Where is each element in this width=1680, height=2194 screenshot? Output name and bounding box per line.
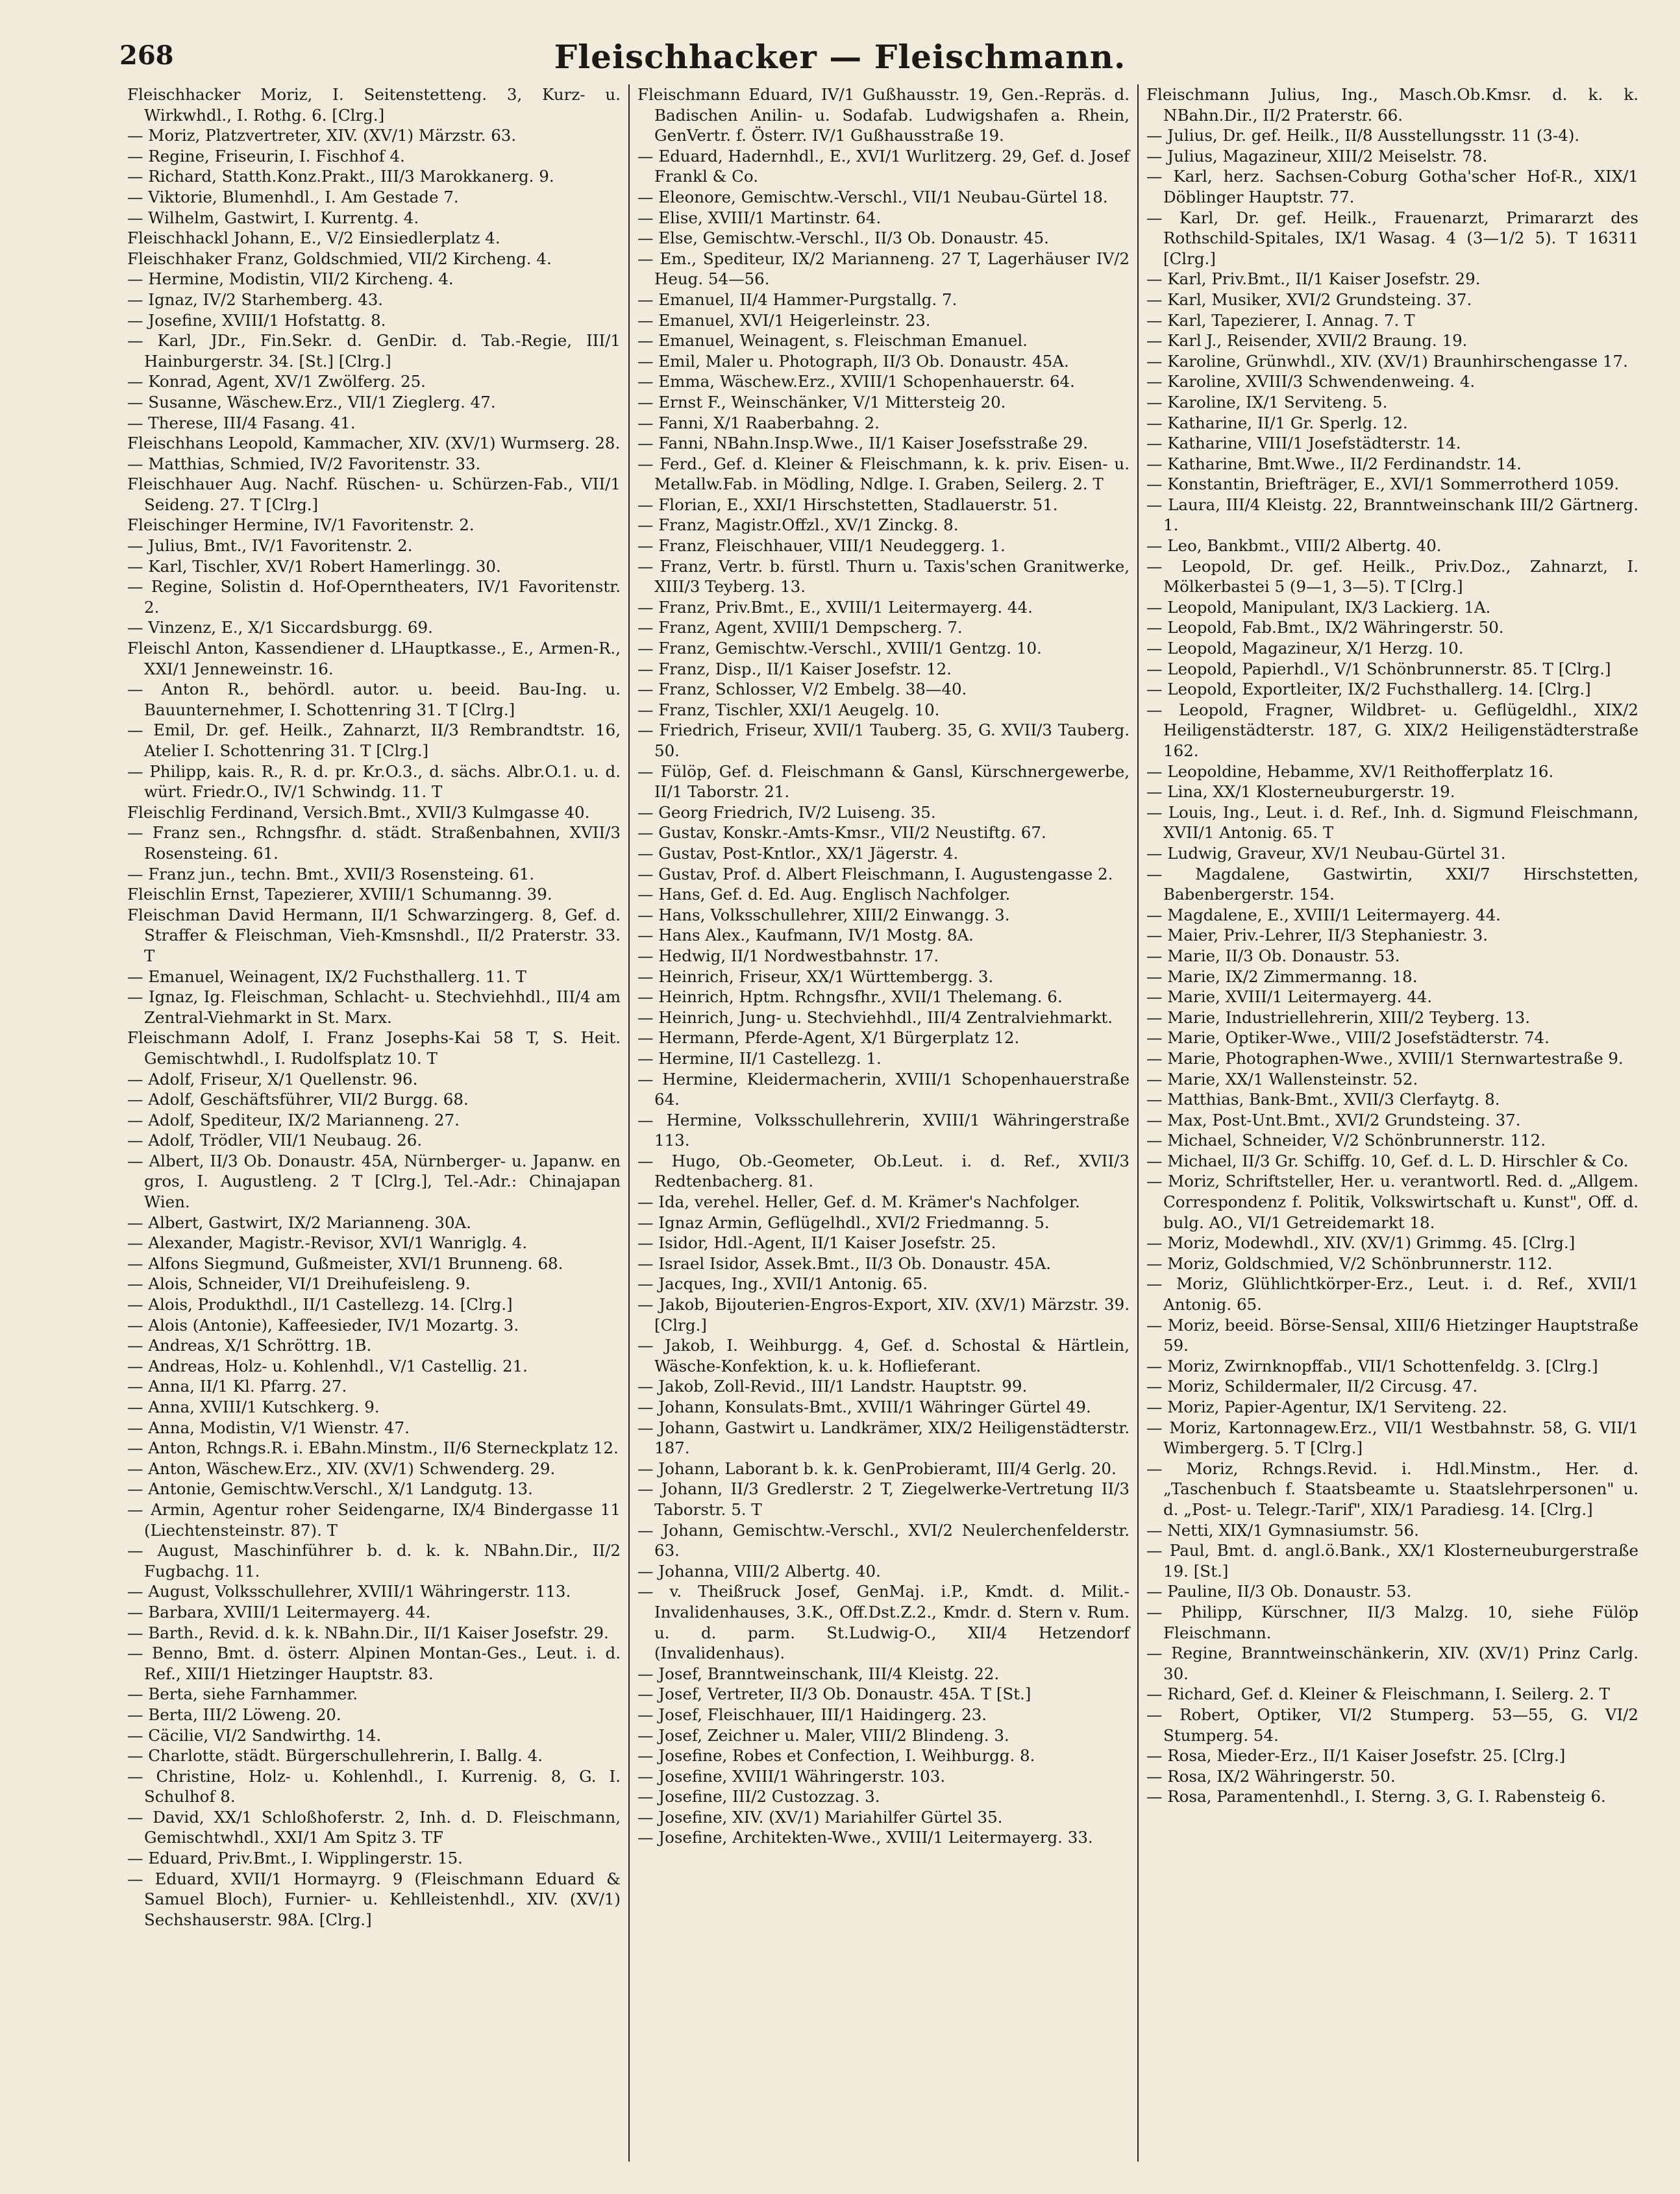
directory-entry: — Julius, Magazineur, XIII/2 Meiselstr. 78. [1146, 146, 1488, 166]
directory-entry: — Emanuel, XVI/1 Heigerleinstr. 23. [637, 310, 931, 330]
directory-entry: — Karoline, Grünwhdl., XIV. (XV/1) Braunhirschengasse 17. [1146, 351, 1628, 371]
directory-entry: Fleischhans Leopold, Kammacher, XIV. (XV/1) Wurmserg. 28. [127, 434, 621, 453]
directory-entry: — Leopold, Papierhdl., V/1 Schönbrunnerstr. 85. T [Clrg.] [1146, 659, 1611, 678]
directory-entry: — August, Maschinführer b. d. k. k. NBahn.Dir., II/2 Fugbachg. 11. [127, 1541, 621, 1581]
directory-entry: — Franz jun., techn. Bmt., XVII/3 Rosensteing. 61. [127, 864, 535, 883]
directory-entry: — Adolf, Trödler, VII/1 Neubaug. 26. [127, 1131, 423, 1150]
directory-entry: — Eduard, XVII/1 Hormayrg. 9 (Fleischmann Eduard & Samuel Bloch), Furnier- u. Kehlleistenhdl., XIV. (XV/1) Sechshauserstr. 98A. [Clrg.] [127, 1869, 621, 1929]
directory-entry: — Rosa, IX/2 Währingerstr. 50. [1146, 1766, 1396, 1786]
directory-entry: — Ida, verehel. Heller, Gef. d. M. Krämer's Nachfolger. [637, 1192, 1080, 1212]
directory-entry: — Josef, Branntweinschank, III/4 Kleistg. 22. [637, 1664, 1000, 1683]
directory-entry: — Moriz, Platzvertreter, XIV. (XV/1) Märzstr. 63. [127, 126, 517, 145]
directory-entry: — Eduard, Hadernhdl., E., XVI/1 Wurlitzerg. 29, Gef. d. Josef Frankl & Co. [637, 146, 1130, 186]
directory-entry: Fleischhaker Franz, Goldschmied, VII/2 Kircheng. 4. [127, 249, 552, 268]
directory-entry: — Franz, Vertr. b. fürstl. Thurn u. Taxis'schen Granitwerke, XIII/3 Teyberg. 13. [637, 556, 1130, 597]
directory-entry: — Paul, Bmt. d. angl.ö.Bank., XX/1 Klosterneuburgerstraße 19. [St.] [1146, 1541, 1638, 1581]
directory-entry: — Josefine, Robes et Confection, I. Weihburgg. 8. [637, 1746, 1035, 1766]
directory-entry: — Karoline, IX/1 Serviteng. 5. [1146, 392, 1388, 412]
directory-entry: — Friedrich, Friseur, XVII/1 Tauberg. 35, G. XVII/3 Tauberg. 50. [637, 721, 1130, 760]
directory-entry: — Josefine, Architekten-Wwe., XVIII/1 Leitermayerg. 33. [637, 1828, 1093, 1847]
directory-entry: Fleischl Anton, Kassendiener d. LHauptkasse., E., Armen-R., XXI/1 Jenneweinstr. 16. [127, 639, 621, 678]
directory-entry: — Franz, Schlosser, V/2 Embelg. 38—40. [637, 680, 967, 699]
directory-entry: — Magdalene, E., XVIII/1 Leitermayerg. 44. [1146, 905, 1501, 924]
directory-entry: — Louis, Ing., Leut. i. d. Ref., Inh. d. Sigmund Fleischmann, XVII/1 Antonig. 65. T [1146, 802, 1638, 843]
directory-entry: — Jakob, I. Weihburgg. 4, Gef. d. Schostal & Härtlein, Wäsche-Konfektion, k. u. k. Hoflieferant. [637, 1336, 1130, 1375]
directory-entry: — Karl, Tapezierer, I. Annag. 7. T [1146, 310, 1415, 330]
directory-entry: — Laura, III/4 Kleistg. 22, Branntweinschank III/2 Gärtnerg. 1. [1146, 495, 1638, 535]
columns [119, 84, 1651, 2162]
directory-entry: — Emanuel, II/4 Hammer-Purgstallg. 7. [637, 290, 957, 309]
directory-entry: — Robert, Optiker, VI/2 Stumperg. 53—55, G. VI/2 Stumperg. 54. [1146, 1705, 1638, 1745]
directory-entry: — Leopoldine, Hebamme, XV/1 Reithofferplatz 16. [1146, 761, 1554, 781]
directory-entry: — August, Volksschullehrer, XVIII/1 Währingerstr. 113. [127, 1582, 571, 1601]
directory-entry: — Andreas, Holz- u. Kohlenhdl., V/1 Castellig. 21. [127, 1356, 528, 1375]
directory-entry: — Franz sen., Rchngsfhr. d. städt. Straßenbahnen, XVII/3 Rosensteing. 61. [127, 823, 621, 863]
directory-entry: — Marie, Industriellehrerin, XIII/2 Teyberg. 13. [1146, 1007, 1531, 1027]
directory-entry: — Em., Spediteur, IX/2 Marianneng. 27 T, Lagerhäuser IV/2 Heug. 54—56. [637, 249, 1130, 289]
directory-entry: — Johann, II/3 Gredlerstr. 2 T, Ziegelwerke-Vertretung II/3 Taborstr. 5. T [637, 1479, 1130, 1519]
directory-entry: Fleischlig Ferdinand, Versich.Bmt., XVII/3 Kulmgasse 40. [127, 802, 590, 822]
directory-entry: — Susanne, Wäschew.Erz., VII/1 Zieglerg. 47. [127, 392, 496, 412]
directory-entry: — Ignaz Armin, Geflügelhdl., XVI/2 Friedmanng. 5. [637, 1213, 1050, 1232]
directory-entry: — Anna, Modistin, V/1 Wienstr. 47. [127, 1418, 410, 1437]
directory-entry: — Michael, II/3 Gr. Schiffg. 10, Gef. d. L. D. Hirschler & Co. [1146, 1151, 1629, 1170]
directory-entry: — Jakob, Bijouterien-Engros-Export, XIV. (XV/1) Märzstr. 39. [Clrg.] [637, 1295, 1130, 1335]
directory-entry: — Berta, siehe Farnhammer. [127, 1684, 358, 1704]
directory-entry: — Adolf, Spediteur, IX/2 Marianneng. 27. [127, 1110, 460, 1129]
page-number: 268 [119, 40, 174, 71]
directory-entry: — Anna, II/1 Kl. Pfarrg. 27. [127, 1377, 347, 1396]
directory-entry: — Philipp, Kürschner, II/3 Malzg. 10, siehe Fülöp Fleischmann. [1146, 1602, 1638, 1642]
directory-entry: — Gustav, Konskr.-Amts-Kmsr., VII/2 Neustiftg. 67. [637, 823, 1046, 843]
directory-entry: — Emil, Dr. gef. Heilk., Zahnarzt, II/3 Rembrandtstr. 16, Atelier I. Schottenring 31. T [Clrg.] [127, 721, 621, 760]
directory-entry: — Elise, XVIII/1 Martinstr. 64. [637, 208, 882, 227]
directory-entry: — Leopold, Dr. gef. Heilk., Priv.Doz., Zahnarzt, I. Mölkerbastei 5 (9—1, 3—5). T [Clrg.] [1146, 556, 1638, 597]
directory-entry: — Leopold, Fab.Bmt., IX/2 Währingerstr. 50. [1146, 618, 1504, 637]
directory-entry: — Katharine, II/1 Gr. Sperlg. 12. [1146, 413, 1408, 432]
directory-entry: — Marie, Optiker-Wwe., VIII/2 Josefstädterstr. 74. [1146, 1028, 1550, 1048]
directory-entry: — Johann, Konsulats-Bmt., XVIII/1 Währinger Gürtel 49. [637, 1398, 1091, 1416]
directory-entry: — Alois, Produkthdl., II/1 Castellezg. 14. [Clrg.] [127, 1295, 513, 1314]
directory-entry: — Philipp, kais. R., R. d. pr. Kr.O.3., d. sächs. Albr.O.1. u. d. würt. Friedr.O., IV/1 Schwindg. 11. T [127, 761, 621, 802]
directory-entry: — Christine, Holz- u. Kohlenhdl., I. Kurrenig. 8, G. I. Schulhof 8. [127, 1766, 621, 1806]
directory-entry: — Moriz, Modewhdl., XIV. (XV/1) Grimmg. 45. [Clrg.] [1146, 1233, 1575, 1253]
directory-entry: — Adolf, Geschäftsführer, VII/2 Burgg. 68. [127, 1090, 469, 1109]
directory-entry: — Hedwig, II/1 Nordwestbahnstr. 17. [637, 946, 939, 965]
directory-entry: — Hugo, Ob.-Geometer, Ob.Leut. i. d. Ref., XVII/3 Redtenbacherg. 81. [637, 1151, 1130, 1191]
directory-entry: — Emanuel, Weinagent, IX/2 Fuchsthallerg. 11. T [127, 967, 526, 986]
directory-entry: — Barbara, XVIII/1 Leitermayerg. 44. [127, 1602, 431, 1621]
directory-entry: — Alois, Schneider, VI/1 Dreihufeisleng. 9. [127, 1274, 471, 1294]
directory-entry: Fleischinger Hermine, IV/1 Favoritenstr. 2. [127, 515, 475, 535]
directory-entry: — Ignaz, Ig. Fleischman, Schlacht- u. Stechviehhdl., III/4 am Zentral-Viehmarkt in St. Marx. [127, 987, 621, 1027]
directory-entry: — Franz, Agent, XVIII/1 Dempscherg. 7. [637, 618, 963, 637]
directory-entry: — Anna, XVIII/1 Kutschkerg. 9. [127, 1398, 380, 1416]
directory-entry: Fleischhacker Moriz, I. Seitenstetteng. 3, Kurz- u. Wirkwhdl., I. Rothg. 6. [Clrg.] [127, 85, 621, 125]
directory-entry: — Else, Gemischtw.-Verschl., II/3 Ob. Donaustr. 45. [637, 228, 1049, 248]
directory-entry: — Andreas, X/1 Schröttrg. 1B. [127, 1336, 372, 1355]
directory-entry: — Richard, Statth.Konz.Prakt., III/3 Marokkanerg. 9. [127, 167, 554, 186]
directory-entry: — Matthias, Bank-Bmt., XVII/3 Clerfaytg. 8. [1146, 1090, 1500, 1109]
directory-entry: — Rosa, Mieder-Erz., II/1 Kaiser Josefstr. 25. [Clrg.] [1146, 1746, 1566, 1766]
directory-entry: — Marie, IX/2 Zimmermanng. 18. [1146, 967, 1418, 986]
directory-entry: — Anton R., behördl. autor. u. beeid. Bau-Ing. u. Bauunternehmer, I. Schottenring 31. T [Clrg.] [127, 680, 621, 719]
directory-entry: — Viktorie, Blumenhdl., I. Am Gestade 7. [127, 187, 459, 206]
column-2 [628, 84, 1137, 2162]
directory-entry: — Netti, XIX/1 Gymnasiumstr. 56. [1146, 1520, 1419, 1540]
directory-entry: — Hermine, II/1 Castellezg. 1. [637, 1048, 882, 1068]
directory-entry: — Johann, Gemischtw.-Verschl., XVI/2 Neulerchenfelderstr. 63. [637, 1520, 1130, 1560]
directory-entry: Fleischhackl Johann, E., V/2 Einsiedlerplatz 4. [127, 228, 500, 248]
directory-entry: — Johann, Gastwirt u. Landkrämer, XIX/2 Heiligenstädterstr. 187. [637, 1418, 1130, 1458]
directory-entry: — Rosa, Paramentenhdl., I. Sterng. 3, G. I. Rabensteig 6. [1146, 1787, 1606, 1806]
directory-entry: — Heinrich, Jung- u. Stechviehhdl., III/4 Zentralviehmarkt. [637, 1007, 1113, 1027]
directory-entry: — Berta, III/2 Löweng. 20. [127, 1705, 341, 1724]
directory-entry: — Franz, Priv.Bmt., E., XVIII/1 Leitermayerg. 44. [637, 597, 1033, 617]
directory-entry: — Charlotte, städt. Bürgerschullehrerin, I. Ballg. 4. [127, 1746, 543, 1766]
directory-entry: — Hermine, Modistin, VII/2 Kircheng. 4. [127, 269, 454, 289]
directory-entry: — Leopold, Exportleiter, IX/2 Fuchsthallerg. 14. [Clrg.] [1146, 680, 1591, 699]
directory-entry: — Magdalene, Gastwirtin, XXI/7 Hirschstetten, Babenbergerstr. 154. [1146, 864, 1638, 904]
directory-entry: — Leopold, Fragner, Wildbret- u. Geflügeldhl., XIX/2 Heiligenstädterstr. 187, G. XIX/2 Heiligenstädterstraße 162. [1146, 700, 1638, 760]
directory-entry: — Karl, herz. Sachsen-Coburg Gotha'scher Hof-R., XIX/1 Döblinger Hauptstr. 77. [1146, 167, 1638, 206]
directory-entry: — Maier, Priv.-Lehrer, II/3 Stephaniestr. 3. [1146, 926, 1488, 945]
directory-entry: — Alexander, Magistr.-Revisor, XVI/1 Wanriglg. 4. [127, 1233, 528, 1253]
directory-entry: — Franz, Disp., II/1 Kaiser Josefstr. 12. [637, 659, 952, 678]
directory-entry: — Moriz, Schriftsteller, Her. u. verantwortl. Red. d. „Allgem. Correspondenz f. Politik, Volkswirtschaft u. Kunst", Off. d. bulg. AO., VI/1 Getreidemarkt 18. [1146, 1172, 1638, 1232]
directory-entry: — Leo, Bankbmt., VIII/2 Albertg. 40. [1146, 536, 1442, 556]
directory-entry: — Ludwig, Graveur, XV/1 Neubau-Gürtel 31. [1146, 843, 1506, 863]
directory-entry: — Konrad, Agent, XV/1 Zwölferg. 25. [127, 372, 426, 391]
directory-entry: — Jacques, Ing., XVII/1 Antonig. 65. [637, 1274, 928, 1294]
directory-entry: — Wilhelm, Gastwirt, I. Kurrentg. 4. [127, 208, 419, 227]
directory-entry: — Hans Alex., Kaufmann, IV/1 Mostg. 8A. [637, 926, 974, 945]
directory-entry: — Hermine, Volksschullehrerin, XVIII/1 Währingerstraße 113. [637, 1110, 1130, 1150]
directory-entry: — Josef, Fleischhauer, III/1 Haidingerg. 23. [637, 1705, 987, 1724]
directory-entry: Fleischmann Julius, Ing., Masch.Ob.Kmsr. d. k. k. NBahn.Dir., II/2 Praterstr. 66. [1146, 85, 1638, 125]
directory-entry: — Moriz, Goldschmied, V/2 Schönbrunnerstr. 112. [1146, 1253, 1553, 1273]
directory-entry: — Josefine, XVIII/1 Hofstattg. 8. [127, 310, 386, 330]
directory-entry: — Alois (Antonie), Kaffeesieder, IV/1 Mozartg. 3. [127, 1315, 519, 1335]
directory-entry: — v. Theißruck Josef, GenMaj. i.P., Kmdt. d. Milit.-Invalidenhauses, 3.K., Off.Dst.Z.2., Kmdr. d. Stern v. Rum. u. d. parm. St.Ludwig-O., XII/4 Hetzendorf (Invalidenhaus). [637, 1582, 1130, 1663]
directory-entry: — Karl, Priv.Bmt., II/1 Kaiser Josefstr. 29. [1146, 269, 1481, 289]
directory-entry: — Adolf, Friseur, X/1 Quellenstr. 96. [127, 1069, 418, 1089]
directory-entry: — Regine, Solistin d. Hof-Operntheaters, IV/1 Favoritenstr. 2. [127, 577, 621, 617]
directory-entry: — Eduard, Priv.Bmt., I. Wipplingerstr. 15. [127, 1849, 463, 1868]
directory-entry: — Gustav, Post-Kntlor., XX/1 Jägerstr. 4. [637, 843, 959, 863]
directory-entry: — Hans, Gef. d. Ed. Aug. Englisch Nachfolger. [637, 885, 1011, 904]
directory-entry: — Josefine, XIV. (XV/1) Mariahilfer Gürtel 35. [637, 1807, 1003, 1827]
directory-entry: — Albert, II/3 Ob. Donaustr. 45A, Nürnberger- u. Japanw. en gros, I. Augustleng. 2 T [Clrg.], Tel.-Adr.: Chinajapan Wien. [127, 1151, 621, 1212]
directory-entry: — Leopold, Magazineur, X/1 Herzg. 10. [1146, 639, 1464, 658]
directory-entry: — Karl, Musiker, XVI/2 Grundsteing. 37. [1146, 290, 1472, 309]
directory-entry: — Moriz, beeid. Börse-Sensal, XIII/6 Hietzinger Hauptstraße 59. [1146, 1315, 1638, 1355]
directory-entry: — Isidor, Hdl.-Agent, II/1 Kaiser Josefstr. 25. [637, 1233, 996, 1253]
column-1 [119, 84, 628, 2162]
directory-entry: — Heinrich, Hptm. Rchngsfhr., XVII/1 Thelemang. 6. [637, 987, 1063, 1007]
directory-entry: — Antonie, Gemischtw.Verschl., X/1 Landgutg. 13. [127, 1479, 533, 1499]
directory-entry: — Franz, Gemischtw.-Verschl., XVIII/1 Gentzg. 10. [637, 639, 1042, 658]
directory-entry: — Hans, Volksschullehrer, XIII/2 Einwangg. 3. [637, 905, 1010, 924]
directory-entry: — Pauline, II/3 Ob. Donaustr. 53. [1146, 1582, 1412, 1601]
directory-entry: — Marie, Photographen-Wwe., XVIII/1 Sternwartestraße 9. [1146, 1048, 1624, 1068]
directory-entry: — Heinrich, Friseur, XX/1 Württembergg. 3. [637, 967, 994, 986]
directory-entry: — Josefine, III/2 Custozzag. 3. [637, 1787, 880, 1806]
directory-entry: — Karl, Tischler, XV/1 Robert Hamerlingg. 30. [127, 556, 501, 576]
directory-entry: — Benno, Bmt. d. österr. Alpinen Montan-Ges., Leut. i. d. Ref., XIII/1 Hietzinger Hauptstr. 83. [127, 1644, 621, 1683]
directory-entry: — Israel Isidor, Assek.Bmt., II/3 Ob. Donaustr. 45A. [637, 1253, 1052, 1273]
directory-entry: — Fülöp, Gef. d. Fleischmann & Gansl, Kürschnergewerbe, II/1 Taborstr. 21. [637, 761, 1130, 802]
directory-entry: — Moriz, Glühlichtkörper-Erz., Leut. i. d. Ref., XVII/1 Antonig. 65. [1146, 1274, 1638, 1314]
directory-entry: — Matthias, Schmied, IV/2 Favoritenstr. 33. [127, 454, 481, 473]
directory-entry: — Lina, XX/1 Klosterneuburgerstr. 19. [1146, 782, 1455, 802]
directory-entry: — Johanna, VIII/2 Albertg. 40. [637, 1561, 881, 1581]
directory-entry: — Regine, Friseurin, I. Fischhof 4. [127, 146, 405, 166]
directory-entry: — Hermann, Pferde-Agent, X/1 Bürgerplatz 12. [637, 1028, 1020, 1048]
directory-entry: — David, XX/1 Schloßhoferstr. 2, Inh. d. D. Fleischmann, Gemischtwhdl., XXI/1 Am Spitz 3. TF [127, 1807, 621, 1847]
directory-entry: — Franz, Tischler, XXI/1 Aeugelg. 10. [637, 700, 940, 719]
directory-entry: — Florian, E., XXI/1 Hirschstetten, Stadlauerstr. 51. [637, 495, 1058, 514]
directory-entry: — Moriz, Zwirnknopffab., VII/1 Schottenfeldg. 3. [Clrg.] [1146, 1356, 1598, 1375]
directory-entry: — Anton, Rchngs.R. i. EBahn.Minstm., II/6 Sterneckplatz 12. [127, 1438, 619, 1458]
directory-entry: — Marie, XVIII/1 Leitermayerg. 44. [1146, 987, 1433, 1007]
directory-entry: — Max, Post-Unt.Bmt., XVI/2 Grundsteing. 37. [1146, 1110, 1521, 1129]
directory-entry: — Anton, Wäschew.Erz., XIV. (XV/1) Schwenderg. 29. [127, 1459, 556, 1478]
directory-entry: — Eleonore, Gemischtw.-Verschl., VII/1 Neubau-Gürtel 18. [637, 187, 1108, 206]
directory-entry: — Cäcilie, VI/2 Sandwirthg. 14. [127, 1725, 382, 1745]
directory-entry: — Jakob, Zoll-Revid., III/1 Landstr. Hauptstr. 99. [637, 1377, 1028, 1396]
directory-entry: — Moriz, Schildermaler, II/2 Circusg. 47. [1146, 1377, 1478, 1396]
directory-entry: — Gustav, Prof. d. Albert Fleischmann, I. Augustengasse 2. [637, 864, 1113, 883]
directory-entry: — Ernst F., Weinschänker, V/1 Mittersteig 20. [637, 392, 1006, 412]
directory-entry: — Albert, Gastwirt, IX/2 Marianneng. 30A. [127, 1213, 472, 1232]
directory-entry: — Fanni, NBahn.Insp.Wwe., II/1 Kaiser Josefsstraße 29. [637, 434, 1089, 453]
directory-entry: — Vinzenz, E., X/1 Siccardsburgg. 69. [127, 618, 433, 637]
directory-entry: Fleischhauer Aug. Nachf. Rüschen- u. Schürzen-Fab., VII/1 Seideng. 27. T [Clrg.] [127, 475, 621, 514]
directory-entry: Fleischman David Hermann, II/1 Schwarzingerg. 8, Gef. d. Straffer & Fleischman, Vieh-Kmsnshdl., II/2 Praterstr. 33. T [127, 905, 621, 965]
directory-entry: — Karl J., Reisender, XVII/2 Braung. 19. [1146, 331, 1468, 351]
directory-entry: — Ferd., Gef. d. Kleiner & Fleischmann, k. k. priv. Eisen- u. Metallw.Fab. in Mödling, Ndlge. I. Graben, Seilerg. 2. T [637, 454, 1130, 494]
directory-entry: — Emma, Wäschew.Erz., XVIII/1 Schopenhauerstr. 64. [637, 372, 1075, 391]
directory-entry: — Moriz, Kartonnagew.Erz., VII/1 Westbahnstr. 58, G. VII/1 Wimbergerg. 5. T [Clrg.] [1146, 1418, 1638, 1458]
directory-entry: — Josefine, XVIII/1 Währingerstr. 103. [637, 1766, 946, 1786]
directory-entry: — Emanuel, Weinagent, s. Fleischman Emanuel. [637, 331, 1028, 351]
directory-entry: — Armin, Agentur roher Seidengarne, IX/4 Bindergasse 11 (Liechtensteinstr. 87). T [127, 1499, 621, 1540]
directory-entry: — Konstantin, Briefträger, E., XVI/1 Sommerrotherd 1059. [1146, 475, 1620, 494]
directory-entry: — Regine, Branntweinschänkerin, XIV. (XV/1) Prinz Carlg. 30. [1146, 1644, 1638, 1683]
directory-entry: — Georg Friedrich, IV/2 Luiseng. 35. [637, 802, 936, 822]
directory-entry: Fleischlin Ernst, Tapezierer, XVIII/1 Schumanng. 39. [127, 885, 552, 904]
directory-entry: — Johann, Laborant b. k. k. GenProbieramt, III/4 Gerlg. 20. [637, 1459, 1117, 1478]
directory-entry: Fleischmann Adolf, I. Franz Josephs-Kai 58 T, S. Heit. Gemischtwhdl., I. Rudolfsplatz 10. T [127, 1028, 621, 1068]
directory-entry: — Barth., Revid. d. k. k. NBahn.Dir., II/1 Kaiser Josefstr. 29. [127, 1623, 609, 1642]
directory-entry: — Alfons Siegmund, Gußmeister, XVI/1 Brunneng. 68. [127, 1253, 563, 1273]
directory-entry: — Moriz, Papier-Agentur, IX/1 Serviteng. 22. [1146, 1398, 1507, 1416]
directory-entry: — Katharine, VIII/1 Josefstädterstr. 14. [1146, 434, 1461, 453]
directory-entry: — Marie, XX/1 Wallensteinstr. 52. [1146, 1069, 1418, 1089]
directory-entry: — Karl, Dr. gef. Heilk., Frauenarzt, Primararzt des Rothschild-Spitales, IX/1 Wasag. 4 (3—1/2 5). T 16311 [Clrg.] [1146, 208, 1638, 268]
directory-entry: — Richard, Gef. d. Kleiner & Fleischmann, I. Seilerg. 2. T [1146, 1684, 1610, 1704]
directory-entry: — Franz, Fleischhauer, VIII/1 Neudeggerg. 1. [637, 536, 1006, 556]
directory-entry: — Josef, Zeichner u. Maler, VIII/2 Blindeng. 3. [637, 1725, 1009, 1745]
column-3 [1137, 84, 1646, 2162]
directory-entry: Fleischmann Eduard, IV/1 Gußhausstr. 19, Gen.-Repräs. d. Badischen Anilin- u. Sodafab. Ludwigshafen a. Rhein, GenVertr. f. Österr. IV/1 Gußhausstraße 19. [637, 85, 1130, 145]
directory-entry: — Karl, JDr., Fin.Sekr. d. GenDir. d. Tab.-Regie, III/1 Hainburgerstr. 34. [St.] [Clrg.] [127, 331, 621, 371]
directory-entry: — Marie, II/3 Ob. Donaustr. 53. [1146, 946, 1400, 965]
directory-entry: — Julius, Dr. gef. Heilk., II/8 Ausstellungsstr. 11 (3-4). [1146, 126, 1580, 145]
directory-entry: — Josef, Vertreter, II/3 Ob. Donaustr. 45A. T [St.] [637, 1684, 1031, 1704]
directory-entry: — Karoline, XVIII/3 Schwendenweing. 4. [1146, 372, 1476, 391]
directory-entry: — Fanni, X/1 Raaberbahng. 2. [637, 413, 880, 432]
directory-entry: — Julius, Bmt., IV/1 Favoritenstr. 2. [127, 536, 413, 556]
directory-entry: — Michael, Schneider, V/2 Schönbrunnerstr. 112. [1146, 1131, 1546, 1150]
directory-entry: — Ignaz, IV/2 Starhemberg. 43. [127, 290, 384, 309]
directory-entry: — Leopold, Manipulant, IX/3 Lackierg. 1A. [1146, 597, 1491, 617]
directory-entry: — Emil, Maler u. Photograph, II/3 Ob. Donaustr. 45A. [637, 351, 1069, 371]
running-head: Fleischhacker — Fleischmann. [554, 38, 1126, 76]
directory-entry: — Moriz, Rchngs.Revid. i. Hdl.Minstm., Her. d. „Taschenbuch f. Staatsbeamte u. Staatslehrpersonen" u. d. „Post- u. Telegr.-Tarif", XIX/1 Paradiesg. 14. [Clrg.] [1146, 1459, 1638, 1519]
directory-entry: — Therese, III/4 Fasang. 41. [127, 413, 356, 432]
directory-entry: — Franz, Magistr.Offzl., XV/1 Zinckg. 8. [637, 515, 959, 535]
directory-entry: — Katharine, Bmt.Wwe., II/2 Ferdinandstr. 14. [1146, 454, 1522, 473]
directory-entry: — Hermine, Kleidermacherin, XVIII/1 Schopenhauerstraße 64. [637, 1069, 1130, 1109]
